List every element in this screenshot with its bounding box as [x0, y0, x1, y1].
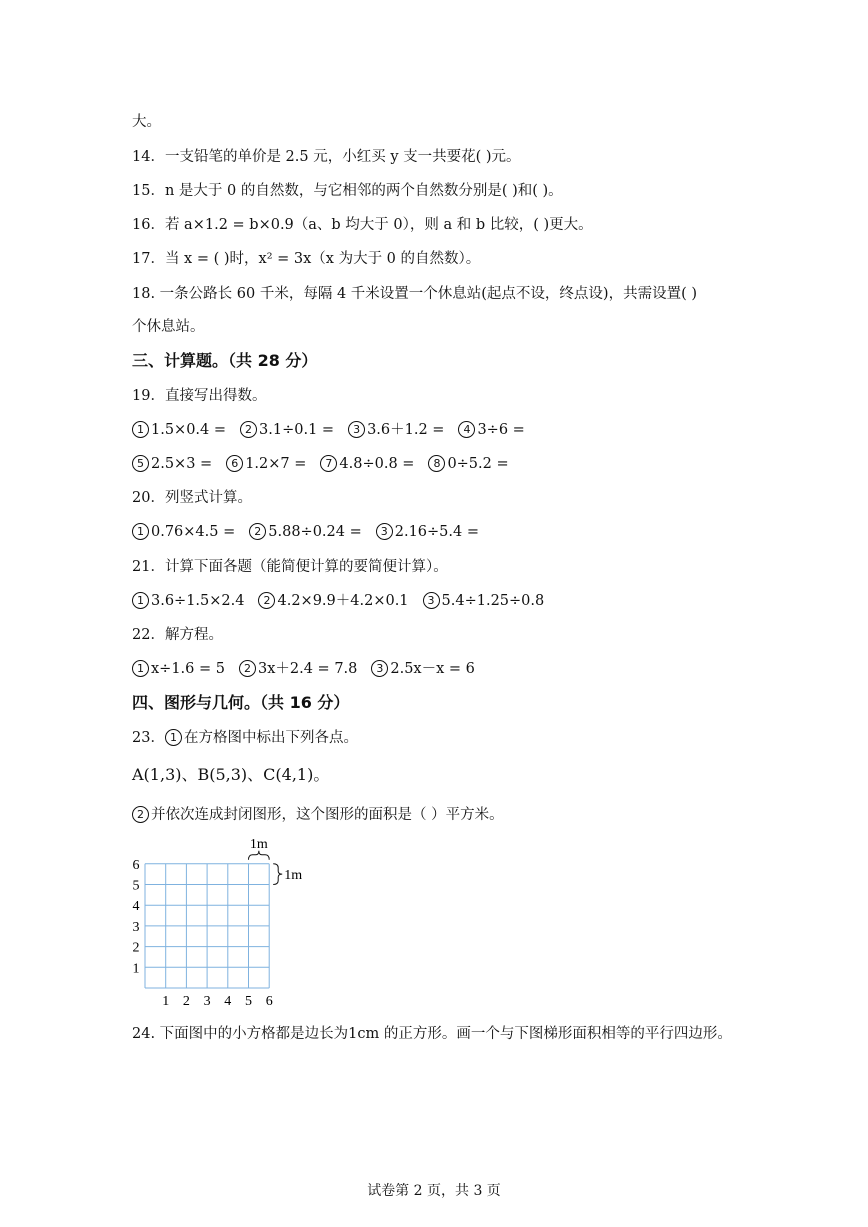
- expression-text: 2.16÷5.4 =: [394, 524, 480, 540]
- x-tick-label: 5: [245, 994, 252, 1009]
- expression-text: 2.5×3 =: [151, 456, 213, 472]
- circled-number: 1: [132, 660, 149, 677]
- y-tick-label: 2: [132, 940, 140, 956]
- expression-text: 4.2×9.9＋4.2×0.1: [277, 593, 409, 609]
- y-tick-label: 5: [132, 878, 140, 894]
- expression-item: [226, 454, 306, 474]
- page-footer: 试卷第 2 页，共 3 页: [367, 1183, 501, 1199]
- expression-item: [258, 591, 408, 611]
- section-4-title: 四、图形与几何。（共 16 分）: [132, 693, 350, 712]
- expression-text: 3÷6 =: [477, 422, 525, 438]
- question-22: 22．解方程。: [132, 627, 223, 643]
- circled-number: 1: [132, 421, 149, 438]
- expression-item: [239, 659, 357, 679]
- coordinate-grid: [120, 838, 320, 1013]
- circled-number: 1: [132, 523, 149, 540]
- expression-item: [320, 454, 414, 474]
- expression-text: 3.6＋1.2 =: [367, 422, 445, 438]
- x-tick-label: 6: [265, 994, 273, 1009]
- question-20: 20．列竖式计算。: [132, 490, 252, 506]
- question-16: 16．若 a×1.2 = b×0.9（a、b 均大于 0），则 a 和 b 比较，( )更大。: [132, 217, 593, 233]
- x-tick-label: 4: [224, 994, 232, 1009]
- expression-item: [132, 591, 244, 611]
- circled-number: 3: [376, 523, 393, 540]
- expression-text: 5.4÷1.25÷0.8: [441, 593, 545, 609]
- q20-row: [132, 522, 493, 542]
- expression-text: 1.5×0.4 =: [151, 422, 227, 438]
- grid-svg: [120, 838, 320, 1013]
- x-tick-label: 3: [203, 994, 211, 1009]
- q23-prefix: 23．: [132, 730, 165, 746]
- y-tick-label: 4: [132, 899, 140, 915]
- expression-text: 0.76×4.5 =: [151, 524, 236, 540]
- circled-number: 1: [132, 592, 149, 609]
- y-tick-label: 1: [132, 961, 140, 977]
- circled-number: 2: [239, 660, 256, 677]
- expression-text: 2.5x－x = 6: [390, 661, 475, 677]
- expression-item: [423, 591, 545, 611]
- question-14: 14．一支铅笔的单价是 2.5 元，小红买 y 支一共要花( )元。: [132, 149, 521, 165]
- expression-text: 3.1÷0.1 =: [259, 422, 335, 438]
- expression-item: [371, 659, 475, 679]
- circled-number: 6: [226, 455, 243, 472]
- circled-number: 8: [428, 455, 445, 472]
- y-tick-label: 3: [132, 919, 140, 935]
- question-18-line2: 个休息站。: [132, 319, 205, 335]
- q21-row: [132, 591, 558, 611]
- section-3-title: 三、计算题。（共 28 分）: [132, 351, 318, 370]
- circled-number: 7: [320, 455, 337, 472]
- unit-label-top: 1m: [249, 838, 268, 852]
- expression-text: 0÷5.2 =: [447, 456, 509, 472]
- question-23-part2: [132, 805, 504, 825]
- expression-text: 5.88÷0.24 =: [268, 524, 362, 540]
- expression-item: [132, 454, 212, 474]
- expression-item: [132, 522, 235, 542]
- expression-text: x÷1.6 = 5: [151, 661, 225, 677]
- expression-item: [240, 420, 334, 440]
- circled-number: 2: [258, 592, 275, 609]
- q22-row: [132, 659, 489, 679]
- question-24: 24. 下面图中的小方格都是边长为1cm 的正方形。画一个与下图梯形面积相等的平行四边形。: [132, 1026, 732, 1042]
- q19-row1: [132, 420, 539, 440]
- question-18-line1: 18. 一条公路长 60 千米，每隔 4 千米设置一个休息站(起点不设，终点设)，共需设置( ): [132, 286, 698, 302]
- question-17: 17．当 x = ( )时，x² = 3x（x 为大于 0 的自然数）。: [132, 251, 481, 267]
- circled-number: 3: [371, 660, 388, 677]
- q23-points: A(1,3)、B(5,3)、C(4,1)。: [132, 765, 330, 784]
- circled-number: 2: [240, 421, 257, 438]
- circled-number: 3: [348, 421, 365, 438]
- expression-item: [376, 522, 479, 542]
- expression-text: 4.8÷0.8 =: [339, 456, 415, 472]
- top-brace: [249, 851, 270, 860]
- expression-item: [249, 522, 361, 542]
- unit-label-right: 1m: [284, 868, 303, 884]
- q19-row2: [132, 454, 523, 474]
- circled-number: 2: [249, 523, 266, 540]
- x-tick-label: 1: [162, 994, 170, 1009]
- y-tick-label: 6: [132, 857, 140, 873]
- expression-text: 3.6÷1.5×2.4: [151, 593, 245, 609]
- q23-part2-text: 并依次连成封闭图形，这个图形的面积是（ ）平方米。: [151, 807, 504, 823]
- circled-number: 5: [132, 455, 149, 472]
- expression-item: [132, 420, 226, 440]
- question-19: 19．直接写出得数。: [132, 388, 267, 404]
- expression-text: 3x＋2.4 = 7.8: [257, 661, 358, 677]
- expression-item: [132, 659, 225, 679]
- expression-item: [458, 420, 524, 440]
- expression-text: 1.2×7 =: [245, 456, 307, 472]
- expression-item: [428, 454, 508, 474]
- circled-number: 2: [132, 806, 149, 823]
- question-21: 21．计算下面各题（能简便计算的要简便计算）。: [132, 559, 448, 575]
- expression-item: [348, 420, 444, 440]
- right-brace: [273, 864, 282, 885]
- circled-number: 3: [423, 592, 440, 609]
- continued-text: 大。: [132, 114, 161, 130]
- question-15: 15．n 是大于 0 的自然数，与它相邻的两个自然数分别是( )和( )。: [132, 183, 563, 199]
- x-tick-label: 2: [182, 994, 190, 1009]
- circled-number: 1: [165, 729, 182, 746]
- q23-part1-text: 在方格图中标出下列各点。: [183, 730, 358, 746]
- question-23-part1: [132, 728, 358, 748]
- circled-number: 4: [458, 421, 475, 438]
